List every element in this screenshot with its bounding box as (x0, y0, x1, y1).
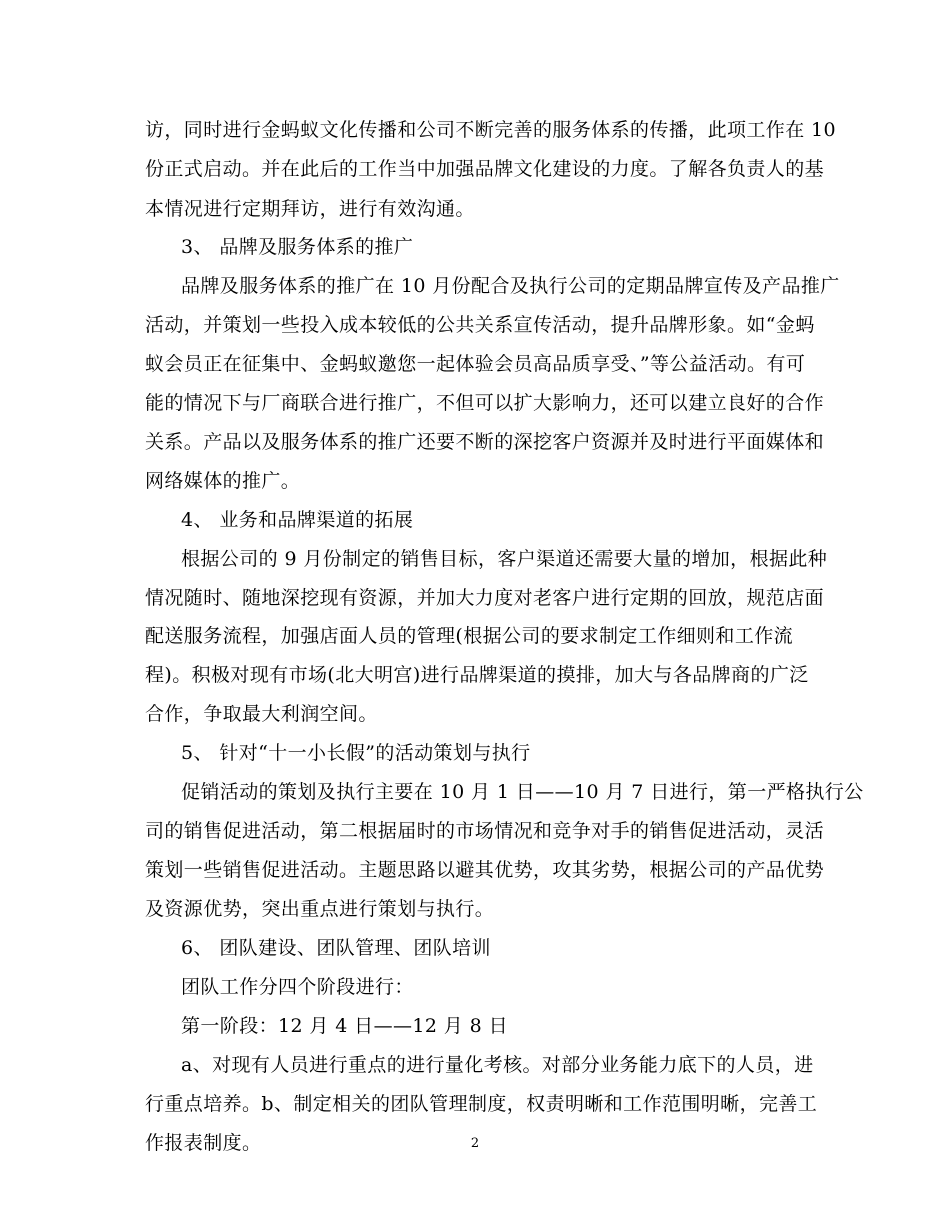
body-text-line: 能的情况下与厂商联合进行推广，不但可以扩大影响力，还可以建立良好的合作 (145, 392, 825, 414)
body-text-line: 活动，并策划一些投入成本较低的公共关系宣传活动，提升品牌形象。如“金蚂 (145, 314, 815, 336)
body-text-line: 司的销售促进活动，第二根据届时的市场情况和竞争对手的销售促进活动，灵活 (145, 820, 825, 842)
body-text-line: 访，同时进行金蚂蚁文化传播和公司不断完善的服务体系的传播，此项工作在 10 (145, 119, 837, 141)
body-text-line: 根据公司的 9 月份制定的销售目标，客户渠道还需要大量的增加，根据此种 (181, 548, 828, 570)
body-text-line: 合作，争取最大利润空间。 (145, 703, 378, 725)
section-heading: 3、 品牌及服务体系的推广 (181, 236, 414, 258)
body-text-line: 网络媒体的推广。 (145, 470, 301, 492)
body-text-line: 作报表制度。 (145, 1132, 262, 1154)
body-text-line: 份正式启动。并在此后的工作当中加强品牌文化建设的力度。了解各负责人的基 (145, 158, 825, 180)
section-heading: 6、 团队建设、团队管理、团队培训 (181, 937, 491, 959)
body-text-line: 情况随时、随地深挖现有资源，并加大力度对老客户进行定期的回放，规范店面 (145, 587, 825, 609)
body-text-line: 程)。积极对现有市场(北大明宫)进行品牌渠道的摸排，加大与各品牌商的广泛 (145, 664, 809, 686)
body-text-line: 本情况进行定期拜访，进行有效沟通。 (145, 198, 475, 220)
body-text-line: 行重点培养。b、制定相关的团队管理制度，权责明晰和工作范围明晰，完善工 (145, 1093, 818, 1115)
page-number: 2 (470, 1136, 480, 1151)
body-text-line: 及资源优势，突出重点进行策划与执行。 (145, 898, 495, 920)
body-text-line: a、对现有人员进行重点的进行量化考核。对部分业务能力底下的人员，进 (181, 1054, 814, 1076)
body-text-line: 第一阶段：12 月 4 日——12 月 8 日 (181, 1015, 508, 1037)
section-heading: 5、 针对“十一小长假”的活动策划与执行 (181, 742, 531, 764)
body-text-line: 促销活动的策划及执行主要在 10 月 1 日——10 月 7 日进行，第一严格执行公 (181, 781, 864, 803)
body-text-line: 配送服务流程，加强店面人员的管理(根据公司的要求制定工作细则和工作流 (145, 625, 794, 647)
body-text-line: 关系。产品以及服务体系的推广还要不断的深挖客户资源并及时进行平面媒体和 (145, 431, 825, 453)
body-text-line: 品牌及服务体系的推广在 10 月份配合及执行公司的定期品牌宣传及产品推广 (181, 275, 840, 297)
body-text-line: 蚁会员正在征集中、金蚂蚁邀您一起体验会员高品质享受、”等公益活动。有可 (145, 353, 806, 375)
body-text-line: 团队工作分四个阶段进行： (181, 976, 414, 998)
body-text-line: 策划一些销售促进活动。主题思路以避其优势，攻其劣势，根据公司的产品优势 (145, 859, 825, 881)
section-heading: 4、 业务和品牌渠道的拓展 (181, 509, 414, 531)
